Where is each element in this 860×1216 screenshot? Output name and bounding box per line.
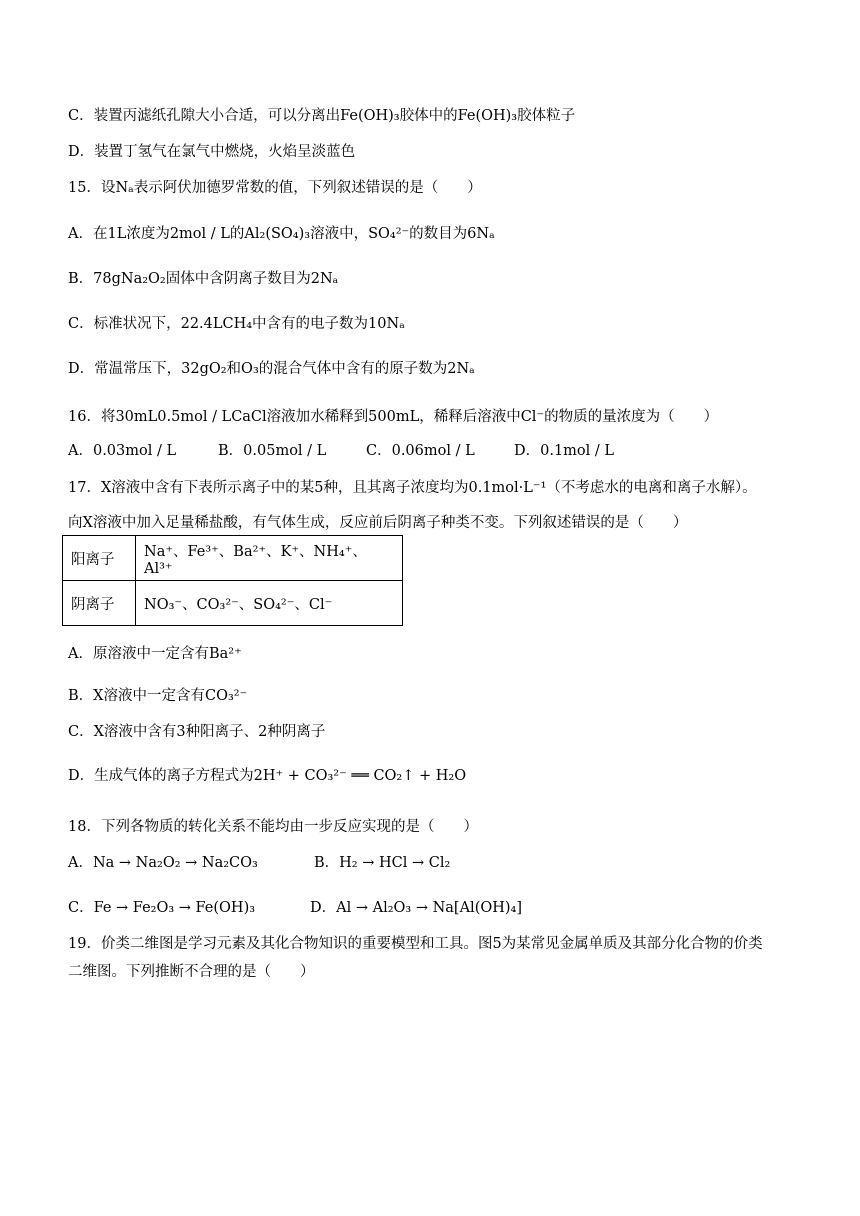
- q14-option-d: D．装置丁氢气在氯气中燃烧，火焰呈淡蓝色: [68, 144, 356, 160]
- question-16: 16．将30mL0.5mol / LCaCl溶液加水稀释到500mL，稀释后溶液中Cl⁻的物质的量浓度为（ ）: [68, 409, 719, 425]
- q16-option-d: D．0.1mol / L: [514, 443, 615, 459]
- q17-option-b: B．X溶液中一定含有CO₃²⁻: [68, 688, 248, 704]
- q18-option-d: D．Al → Al₂O₃ → Na[Al(OH)₄]: [310, 900, 523, 916]
- q15-option-c: C．标准状况下，22.4LCH₄中含有的电子数为10Nₐ: [68, 316, 405, 332]
- question-19-continued: 二维图。下列推断不合理的是（ ）: [68, 964, 315, 980]
- table-row: [63, 536, 403, 581]
- question-19: 19．价类二维图是学习元素及其化合物知识的重要模型和工具。图5为某常见金属单质及其部分化合物的价类: [68, 936, 763, 952]
- q18-option-a: A．Na → Na₂O₂ → Na₂CO₃: [68, 855, 258, 871]
- question-17-continued: 向X溶液中加入足量稀盐酸，有气体生成，反应前后阴离子种类不变。下列叙述错误的是（ ）: [68, 515, 688, 531]
- question-15: 15．设Nₐ表示阿伏加德罗常数的值，下列叙述错误的是（ ）: [68, 180, 482, 196]
- q16-option-c: C．0.06mol / L: [366, 443, 475, 459]
- anion-list: NO₃⁻、CO₃²⁻、SO₄²⁻、Cl⁻: [136, 581, 403, 626]
- q15-option-d: D．常温常压下，32gO₂和O₃的混合气体中含有的原子数为2Nₐ: [68, 361, 475, 377]
- q17-option-a: A．原溶液中一定含有Ba²⁺: [68, 646, 242, 662]
- cation-header: 阳离子: [63, 536, 136, 581]
- table-row: [63, 581, 403, 626]
- q18-option-c: C．Fe → Fe₂O₃ → Fe(OH)₃: [68, 900, 256, 916]
- ion-table: [62, 535, 403, 626]
- q17-option-d: D．生成气体的离子方程式为2H⁺ + CO₃²⁻ ══ CO₂↑ + H₂O: [68, 768, 467, 784]
- q15-option-b: B．78gNa₂O₂固体中含阴离子数目为2Nₐ: [68, 271, 339, 287]
- anion-header: 阴离子: [63, 581, 136, 626]
- question-17: 17．X溶液中含有下表所示离子中的某5种，且其离子浓度均为0.1mol·L⁻¹（不考虑水的电离和离子水解）。: [68, 480, 757, 496]
- cation-list: Na⁺、Fe³⁺、Ba²⁺、K⁺、NH₄⁺、Al³⁺: [136, 536, 403, 581]
- q16-option-b: B．0.05mol / L: [218, 443, 327, 459]
- q16-option-a: A．0.03mol / L: [68, 443, 177, 459]
- question-18: 18．下列各物质的转化关系不能均由一步反应实现的是（ ）: [68, 819, 478, 835]
- q14-option-c: C．装置丙滤纸孔隙大小合适，可以分离出Fe(OH)₃胶体中的Fe(OH)₃胶体粒子: [68, 108, 576, 124]
- q15-option-a: A．在1L浓度为2mol / L的Al₂(SO₄)₃溶液中，SO₄²⁻的数目为6Nₐ: [68, 226, 495, 242]
- q18-option-b: B．H₂ → HCl → Cl₂: [314, 855, 451, 871]
- q17-option-c: C．X溶液中含有3种阳离子、2种阴离子: [68, 724, 326, 740]
